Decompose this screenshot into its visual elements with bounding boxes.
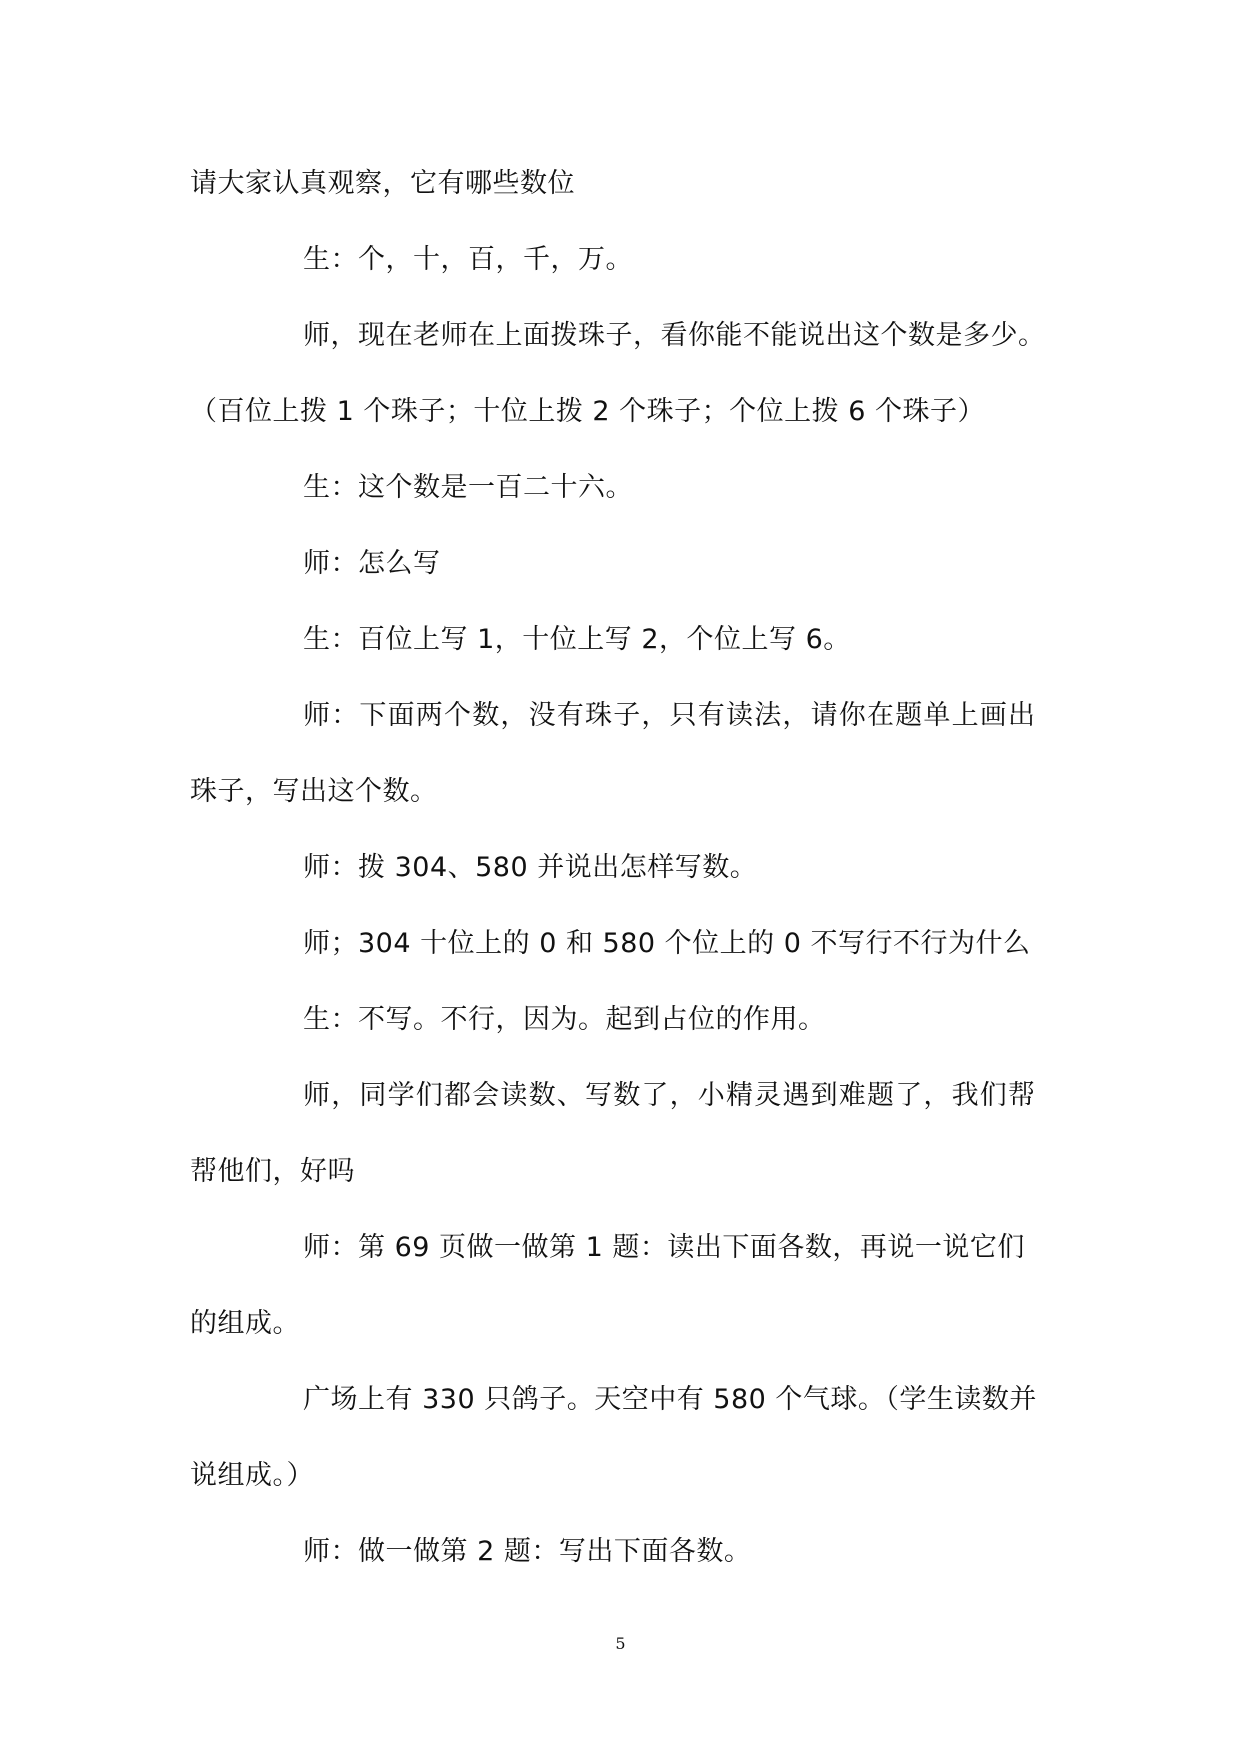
document-body — [190, 146, 1060, 1590]
paragraph-line: 生：百位上写 1，十位上写 2，个位上写 6。 — [303, 624, 851, 655]
paragraph-line: （百位上拨 1 个珠子；十位上拨 2 个珠子；个位上拨 6 个珠子） — [190, 396, 986, 427]
paragraph-line: 师：做一做第 2 题：写出下面各数。 — [303, 1536, 752, 1567]
paragraph-line: 生：这个数是一百二十六。 — [303, 472, 633, 503]
paragraph-line: 说组成。） — [190, 1460, 314, 1491]
paragraph-line: 师：拨 304、580 并说出怎样写数。 — [303, 852, 758, 883]
paragraph-line: 生：不写。不行，因为。起到占位的作用。 — [303, 1004, 826, 1035]
page-number: 5 — [615, 1634, 626, 1653]
paragraph-line: 师：怎么写 — [303, 548, 441, 579]
paragraph-line: 师：第 69 页做一做第 1 题：读出下面各数，再说一说它们 — [303, 1232, 1025, 1263]
paragraph-line: 师；304 十位上的 0 和 580 个位上的 0 不写行不行为什么 — [303, 928, 1031, 959]
paragraph-line: 师：下面两个数，没有珠子，只有读法，请你在题单上画出 — [303, 700, 1037, 731]
paragraph-line: 的组成。 — [190, 1308, 300, 1339]
paragraph-line: 广场上有 330 只鸽子。天空中有 580 个气球。（学生读数并 — [303, 1384, 1037, 1415]
paragraph-line: 师，同学们都会读数、写数了，小精灵遇到难题了，我们帮 — [303, 1080, 1037, 1111]
paragraph-line: 请大家认真观察，它有哪些数位 — [190, 168, 575, 199]
paragraph-line: 帮他们，好吗 — [190, 1156, 355, 1187]
paragraph-line: 生：个，十，百，千，万。 — [303, 244, 633, 275]
paragraph-line: 珠子，写出这个数。 — [190, 776, 438, 807]
paragraph-line: 师，现在老师在上面拨珠子，看你能不能说出这个数是多少。 — [303, 320, 1046, 351]
